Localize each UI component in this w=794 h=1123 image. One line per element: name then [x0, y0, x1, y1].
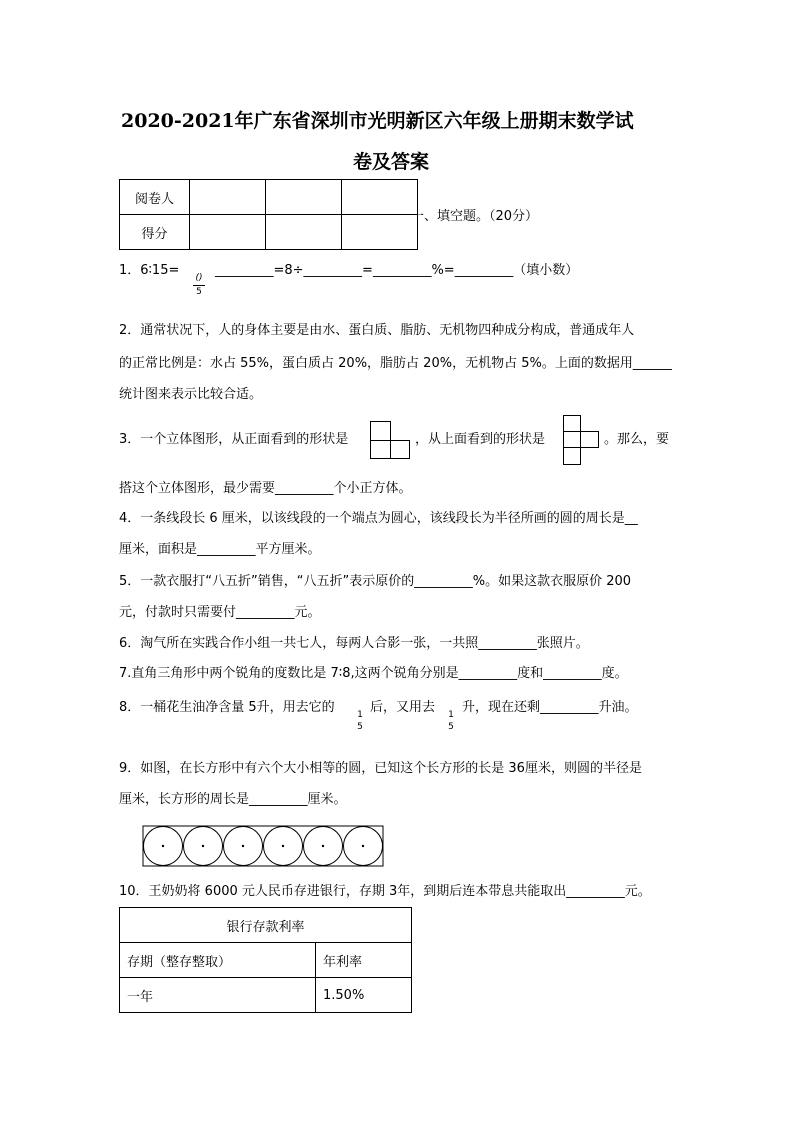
rate-table-header: 银行存款利率	[120, 908, 412, 943]
rate-col-term: 存期（整存整取）	[120, 943, 316, 978]
top-view-figure	[563, 415, 599, 465]
q3-part-2: ，从上面看到的形状是	[415, 432, 546, 447]
q1-frac-denominator: 5	[196, 287, 202, 297]
q8-part-1: 8．一桶花生油净含量 5升，用去它的	[119, 700, 335, 715]
front-view-figure	[370, 421, 410, 459]
rate-col-rate: 年利率	[316, 943, 412, 978]
q8-frac2-denominator: 5	[448, 722, 454, 732]
q7-text: 7.直角三角形中两个锐角的度数比是 7∶8,这两个锐角分别是_________度和_________度。	[119, 666, 628, 681]
q8-frac2-numerator: 1	[448, 710, 454, 720]
rate-row-1-term: 一年	[120, 978, 316, 1013]
grading-table	[119, 179, 418, 250]
rate-row-1-rate: 1.50%	[316, 978, 412, 1013]
score-cell-1[interactable]	[190, 215, 266, 250]
q1-frac-numerator: ()	[195, 273, 203, 283]
q3-line-2: 搭这个立体图形，最少需要_________个小正方体。	[119, 481, 412, 496]
q3-part-3: 。那么，要	[604, 432, 670, 447]
q2-line-3: 统计图来表示比较合适。	[119, 387, 263, 402]
score-label: 得分	[120, 215, 190, 250]
q1-rest: _________=8÷_________=_________%=_________（填小数）	[215, 263, 579, 278]
q9-line-2: 厘米，长方形的周长是_________厘米。	[119, 792, 347, 807]
q2-line-2: 的正常比例是：水占 55%，蛋白质占 20%，脂肪占 20%，无机物占 5%。上面的数据用______	[119, 356, 672, 371]
reviewer-cell-3[interactable]	[342, 180, 418, 215]
q5-line-1: 5．一款衣服打“八五折”销售，“八五折”表示原价的_________%。如果这款衣服原价 200	[119, 574, 632, 589]
q2-line-1: 2．通常状况下，人的身体主要是由水、蛋白质、脂肪、无机物四种成分构成，普通成年人	[119, 323, 635, 338]
q5-line-2: 元，付款时只需要付_________元。	[119, 605, 321, 620]
q10-text: 10．王奶奶将 6000 元人民币存进银行，存期 3年，到期后连本带息共能取出_________元。	[119, 884, 651, 899]
q8-part-2: 后，又用去	[370, 700, 436, 715]
q8-fraction-2	[446, 710, 456, 733]
reviewer-cell-1[interactable]	[190, 180, 266, 215]
score-cell-3[interactable]	[342, 215, 418, 250]
score-cell-2[interactable]	[266, 215, 342, 250]
q8-frac1-numerator: 1	[357, 710, 363, 720]
q8-part-3: 升，现在还剩_________升油。	[462, 700, 638, 715]
reviewer-cell-2[interactable]	[266, 180, 342, 215]
title-line-2: 卷及答案	[353, 151, 430, 173]
section-heading: 一、填空题。（20分）	[411, 209, 539, 224]
q4-line-2: 厘米，面积是_________平方厘米。	[119, 542, 321, 557]
q1-fraction	[193, 273, 205, 298]
reviewer-label: 阅卷人	[120, 180, 190, 215]
q9-line-1: 9．如图，在长方形中有六个大小相等的圆，已知这个长方形的长是 36厘米，则圆的半径是	[119, 761, 642, 776]
title-line-1: 2020-2021年广东省深圳市光明新区六年级上册期末数学试	[121, 110, 634, 132]
rectangle-six-circles-figure	[142, 825, 384, 867]
q8-fraction-1	[355, 710, 365, 733]
q4-line-1: 4．一条线段长 6 厘米，以该线段的一个端点为圆心，该线段长为半径所画的圆的周长是__	[119, 511, 638, 526]
q1-start: 1．6∶15=	[119, 263, 180, 278]
interest-rate-table	[119, 907, 412, 1013]
q3-part-1: 3．一个立体图形，从正面看到的形状是	[119, 432, 349, 447]
q6-text: 6．淘气所在实践合作小组一共七人，每两人合影一张，一共照_________张照片。	[119, 636, 589, 651]
q8-frac1-denominator: 5	[357, 722, 363, 732]
